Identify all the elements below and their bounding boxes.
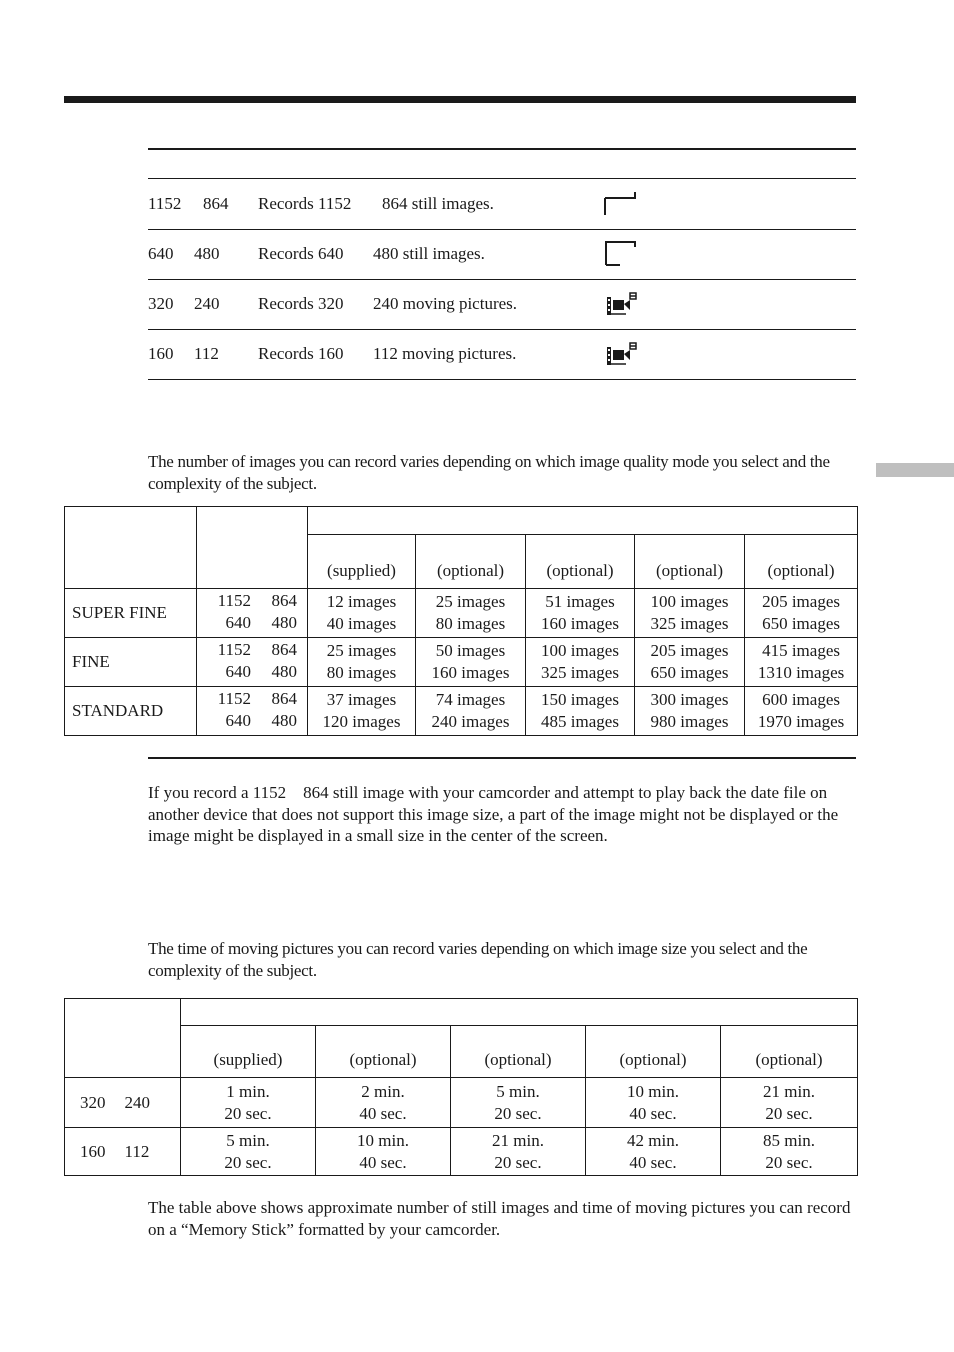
still-images-intro: The number of images you can record varies depending on which image quality mode you select and the complexity of the subject. — [148, 452, 830, 493]
media-header: (optional) — [721, 1026, 858, 1078]
capacity-header-cell — [308, 507, 858, 535]
capacity-header-cell — [181, 999, 858, 1026]
size-desc: Records 1152 — [258, 194, 352, 213]
image-size-note: If you record a 1152 864 still image with your camcorder and attempt to play back the date file on another device that does not support this image size, a part of the image might not be displayed or the image might be displayed in a small size in the center of the screen. — [148, 783, 843, 846]
movie-size: 320 240 — [65, 1078, 181, 1128]
size-width: 320 — [148, 294, 174, 313]
size-header-cell — [65, 999, 181, 1078]
capacity-cell: 37 images 120 images — [308, 687, 416, 736]
approximation-note: The table above shows approximate number of still images and time of moving pictures you can record on a “Memory Stick” formatted by your camcorder. — [148, 1198, 851, 1239]
capacity-cell: 100 images 325 images — [635, 589, 745, 638]
size-width: 160 — [148, 344, 174, 363]
quality-mode: SUPER FINE — [65, 589, 197, 638]
image-sizes: 1152 864 640 480 — [197, 589, 308, 638]
size-row — [148, 229, 856, 280]
capacity-cell: 25 images 80 images — [308, 638, 416, 687]
moving-pictures-intro: The time of moving pictures you can record varies depending on which image size you select and the complexity of the subject. — [148, 939, 808, 980]
still-image-icon — [604, 191, 638, 217]
size-width: 1152 — [148, 194, 182, 213]
size-row — [148, 179, 856, 230]
note-rule — [148, 757, 856, 759]
table-row — [65, 1078, 858, 1128]
duration-cell: 2 min. 40 sec. — [316, 1078, 451, 1128]
duration-cell: 5 min. 20 sec. — [181, 1128, 316, 1176]
size-table-top-rule — [148, 148, 856, 150]
size-width: 640 — [148, 244, 174, 263]
capacity-cell: 205 images 650 images — [635, 638, 745, 687]
quality-mode: FINE — [65, 638, 197, 687]
movie-icon — [604, 291, 638, 317]
header-rule — [64, 96, 856, 103]
size-desc-end: 480 still images. — [373, 244, 485, 263]
size-height: 864 — [203, 194, 229, 213]
movie-icon — [604, 341, 638, 367]
size-row — [148, 279, 856, 330]
size-desc: Records 320 — [258, 294, 344, 313]
mode-header-cell — [65, 507, 197, 589]
duration-cell: 21 min. 20 sec. — [451, 1128, 586, 1176]
duration-cell: 10 min. 40 sec. — [316, 1128, 451, 1176]
table-row — [65, 638, 858, 687]
quality-mode: STANDARD — [65, 687, 197, 736]
capacity-cell: 415 images 1310 images — [745, 638, 858, 687]
duration-cell: 42 min. 40 sec. — [586, 1128, 721, 1176]
media-header: (optional) — [451, 1026, 586, 1078]
size-row — [148, 329, 856, 380]
size-desc-end: 240 moving pictures. — [373, 294, 518, 313]
media-header: (supplied) — [308, 535, 416, 589]
duration-cell: 21 min. 20 sec. — [721, 1078, 858, 1128]
duration-cell: 5 min. 20 sec. — [451, 1078, 586, 1128]
side-index-tab — [876, 463, 954, 477]
duration-cell: 85 min. 20 sec. — [721, 1128, 858, 1176]
size-height: 240 — [194, 294, 220, 313]
size-desc: Records 640 — [258, 244, 344, 263]
capacity-cell: 100 images 325 images — [526, 638, 635, 687]
capacity-cell: 205 images 650 images — [745, 589, 858, 638]
media-header: (optional) — [416, 535, 526, 589]
capacity-cell: 150 images 485 images — [526, 687, 635, 736]
size-height: 480 — [194, 244, 220, 263]
media-header: (optional) — [745, 535, 858, 589]
size-desc: Records 160 — [258, 344, 344, 363]
moving-pictures-table — [64, 998, 858, 1176]
media-header: (optional) — [586, 1026, 721, 1078]
duration-cell: 1 min. 20 sec. — [181, 1078, 316, 1128]
media-header: (optional) — [526, 535, 635, 589]
capacity-cell: 25 images 80 images — [416, 589, 526, 638]
size-header-cell — [197, 507, 308, 589]
capacity-cell: 12 images 40 images — [308, 589, 416, 638]
still-images-table — [64, 506, 858, 736]
table-row — [65, 1128, 858, 1176]
still-image-icon — [604, 241, 638, 267]
table-row — [65, 589, 858, 638]
size-desc-end: 864 still images. — [382, 194, 494, 213]
media-header: (optional) — [316, 1026, 451, 1078]
image-sizes: 1152 864 640 480 — [197, 638, 308, 687]
capacity-cell: 51 images 160 images — [526, 589, 635, 638]
image-sizes: 1152 864 640 480 — [197, 687, 308, 736]
media-header: (supplied) — [181, 1026, 316, 1078]
capacity-cell: 50 images 160 images — [416, 638, 526, 687]
movie-size: 160 112 — [65, 1128, 181, 1176]
media-header: (optional) — [635, 535, 745, 589]
table-row — [65, 687, 858, 736]
size-height: 112 — [194, 344, 219, 363]
capacity-cell: 600 images 1970 images — [745, 687, 858, 736]
size-desc-end: 112 moving pictures. — [373, 344, 517, 363]
duration-cell: 10 min. 40 sec. — [586, 1078, 721, 1128]
capacity-cell: 74 images 240 images — [416, 687, 526, 736]
capacity-cell: 300 images 980 images — [635, 687, 745, 736]
